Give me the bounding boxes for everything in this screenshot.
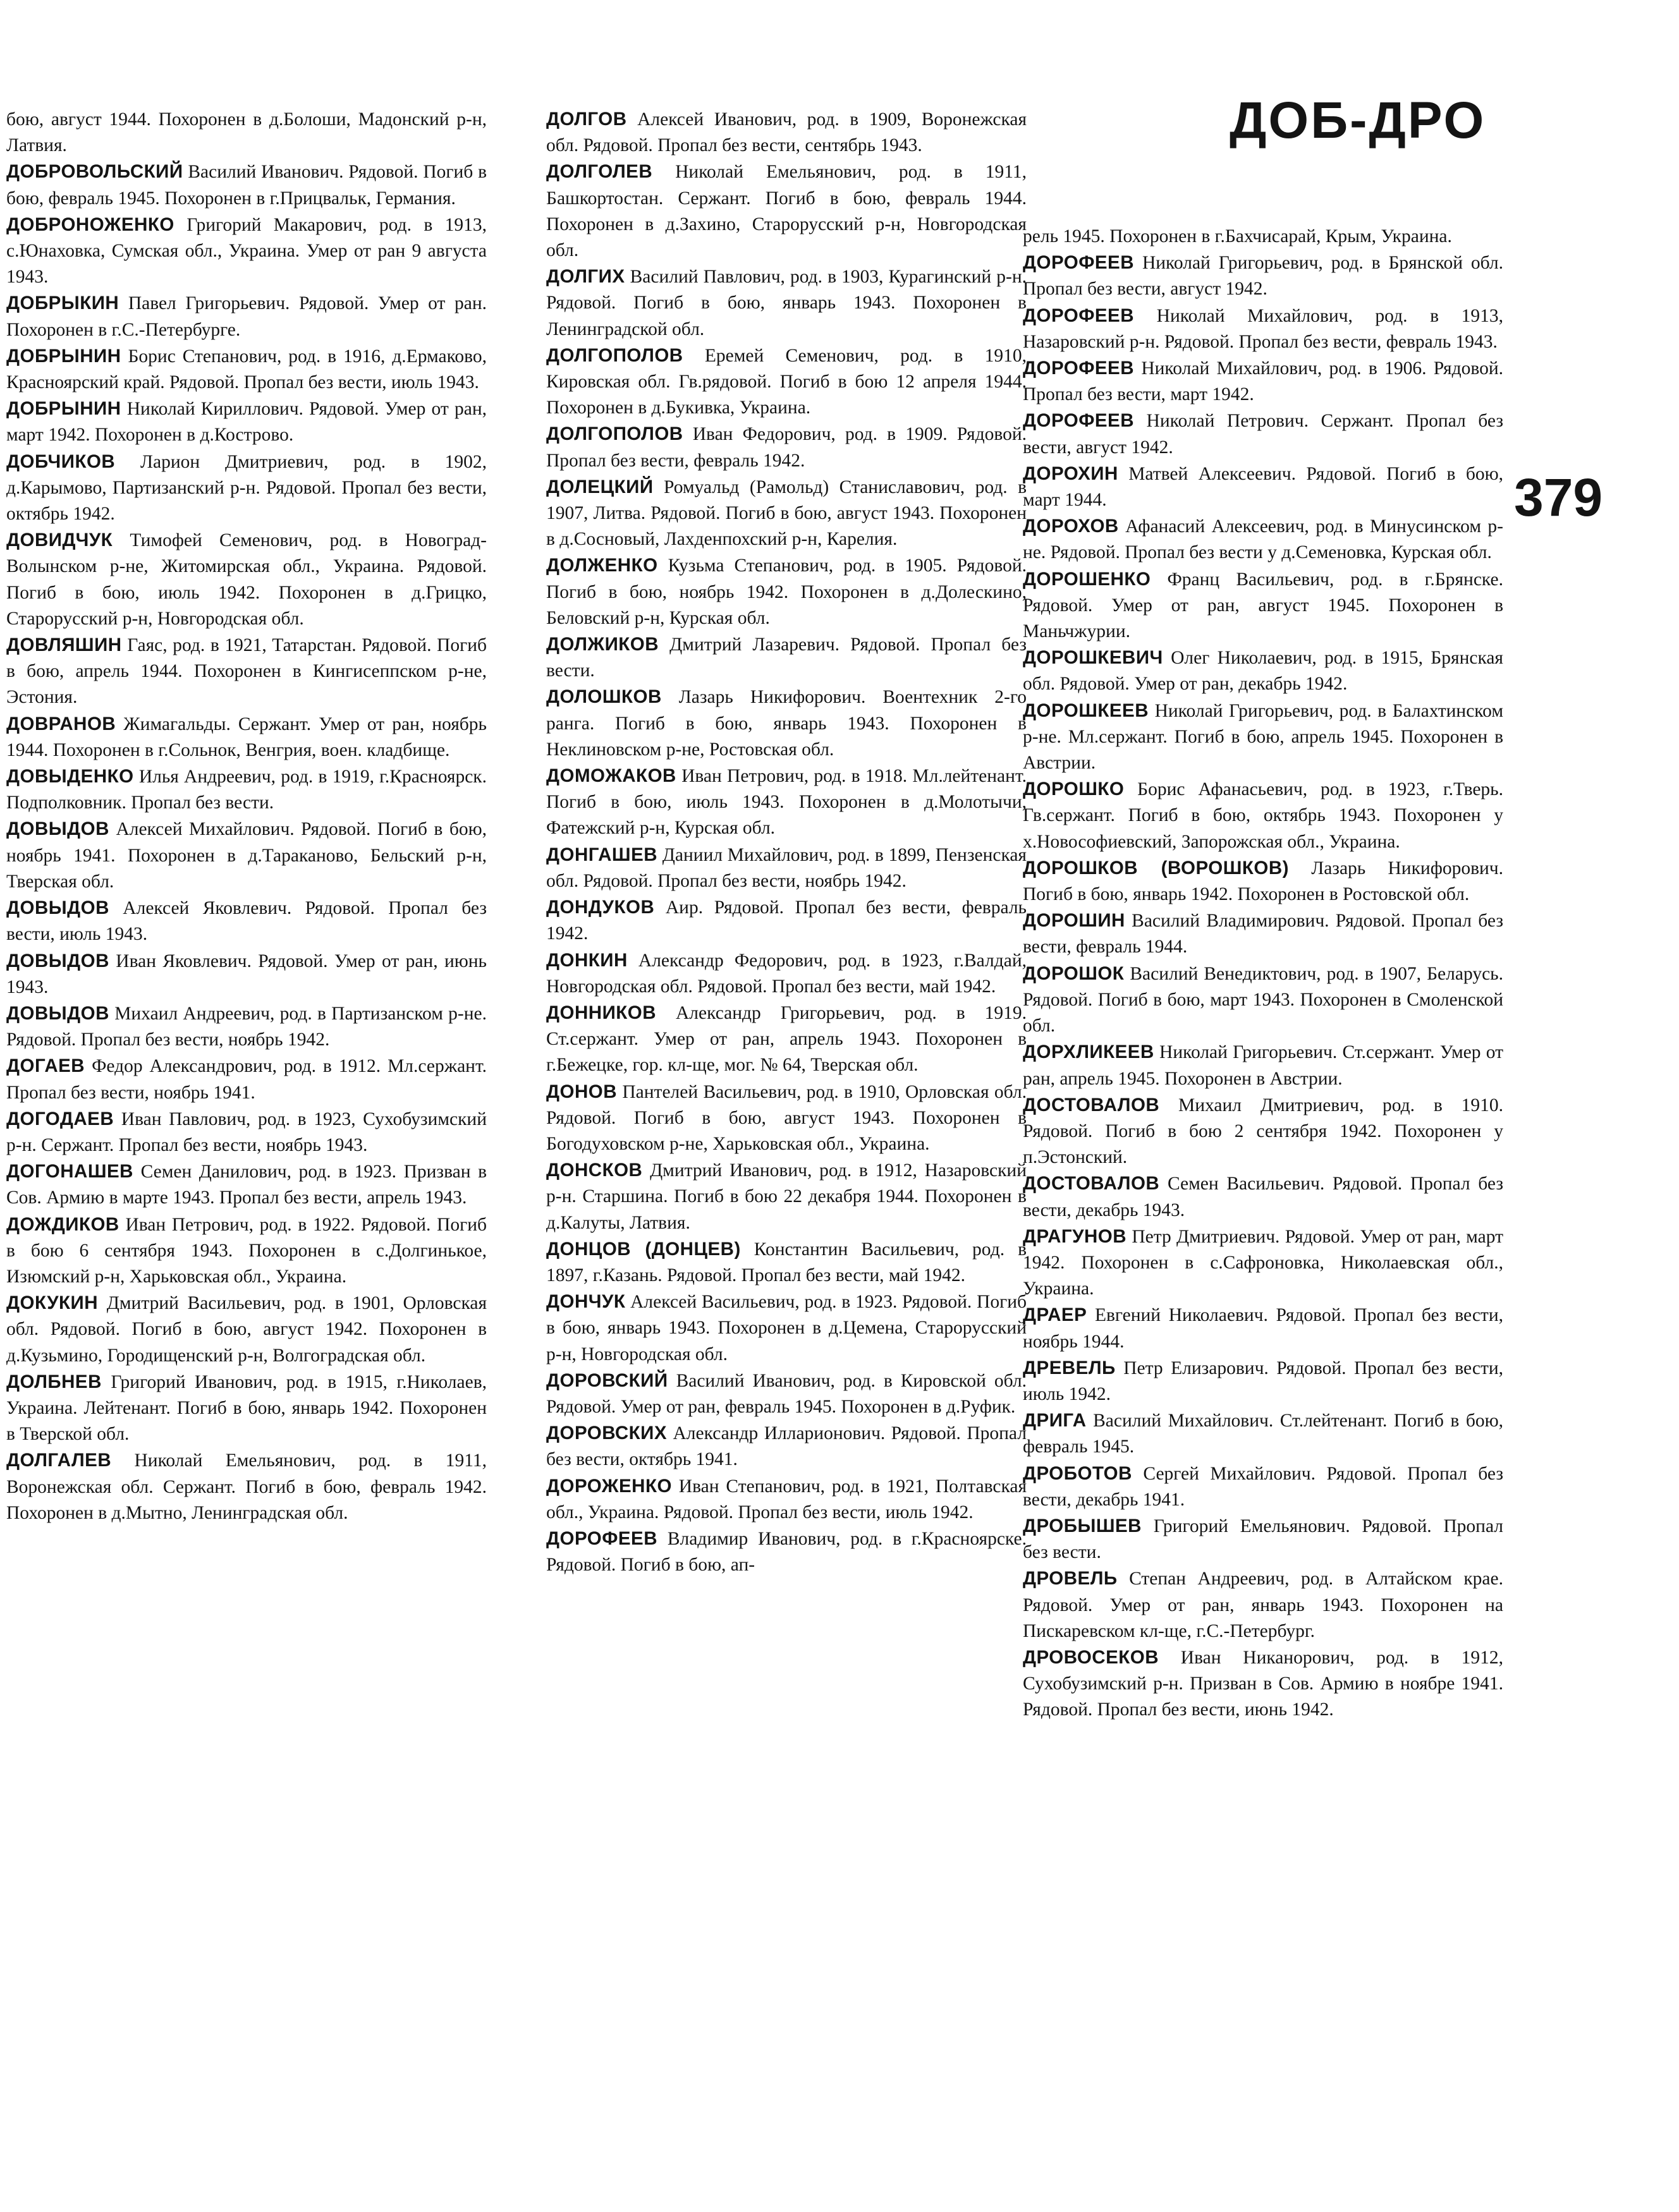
entry-surname: ДОНДУКОВ xyxy=(546,897,655,918)
entry-surname: ДОКУКИН xyxy=(6,1292,99,1314)
entry xyxy=(546,1157,1027,1236)
entry xyxy=(1023,855,1503,908)
entry xyxy=(1023,513,1503,566)
entry xyxy=(1023,645,1503,697)
entry-details: Франц Васильевич, род. в г.Брянске. Рядовой. Умер от ран, август 1945. Похоронен в Маньчжурии. xyxy=(1023,569,1504,642)
entry-details: Семен Васильевич. Рядовой. Пропал без вести, декабрь 1943. xyxy=(1023,1174,1504,1220)
entry-details: Николай Григорьевич, род. в Балахтинском р-не. Мл.сержант. Погиб в бою, апрель 1945. Похоронен в Австрии. xyxy=(1023,700,1503,774)
entry-details: Дмитрий Лазаревич. Рядовой. Пропал без вести. xyxy=(546,635,1027,681)
entry-details: Григорий Иванович, род. в 1915, г.Николаев, Украина. Лейтенант. Погиб в бою, январь 1942. Похоронен в Тверской обл. xyxy=(6,1371,487,1445)
entry-details: Иван Никанорович, род. в 1912, Сухобузимский р-н. Призван в Сов. Армию в ноябре 1941. Рядовой. Пропал без вести, июнь 1942. xyxy=(1023,1647,1503,1720)
entry-surname: ДОВИДЧУК xyxy=(6,530,113,551)
entry-surname: ДОСТОВАЛОВ xyxy=(1023,1094,1160,1115)
entry-details: Дмитрий Васильевич, род. в 1901, Орловская обл. Рядовой. Погиб в бою, август 1942. Похоронен в д.Кузьмино, Городищенский р-н, Волгоградская обл. xyxy=(6,1293,487,1366)
entry xyxy=(6,1212,487,1291)
entry-surname: ДОННИКОВ xyxy=(546,1002,657,1023)
entry-details: Николай Михайлович, род. в 1906. Рядовой. Пропал без вести, март 1942. xyxy=(1023,358,1504,405)
entry-details: Степан Андреевич, род. в Алтайском крае. Рядовой. Умер от ран, январь 1943. Похоронен на Пискаревском кл-ще, г.С.-Петербург. xyxy=(1023,1569,1503,1641)
entry-details: Евгений Николаевич. Рядовой. Пропал без вести, ноябрь 1944. xyxy=(1023,1305,1503,1352)
entry-details: Михаил Андреевич, род. в Партизанском р-не. Рядовой. Пропал без вести, ноябрь 1942. xyxy=(6,1003,487,1050)
entry-details: Тимофей Семенович, род. в Новоград-Волынском р-не, Житомирская обл., Украина. Рядовой. Погиб в бою, июль 1942. Похоронен в д.Грицко, Старорусский р-н, Новгородская обл. xyxy=(6,530,487,629)
entry xyxy=(546,1236,1027,1289)
entry xyxy=(546,842,1027,894)
entry-details: Николай Емельянович, род. в 1911, Воронежская обл. Сержант. Погиб в бою, февраль 1942. Похоронен в д.Мытно, Ленинградская обл. xyxy=(6,1450,487,1523)
entry xyxy=(1023,461,1503,513)
entry-surname: ДОНОВ xyxy=(546,1081,618,1102)
entry xyxy=(6,290,487,343)
entry xyxy=(6,1447,487,1526)
entry xyxy=(1023,566,1503,645)
entry-surname: ДОЛГАЛЕВ xyxy=(6,1450,112,1471)
entry-details: Николай Емельянович, род. в 1911, Башкортостан. Сержант. Погиб в бою, февраль 1944. Похоронен в д.Захино, Старорусский р-н, Новгородская обл. xyxy=(546,162,1027,261)
entry-surname: ДОРОФЕЕВ xyxy=(1023,358,1135,379)
entry xyxy=(546,106,1027,159)
entry-surname: ДОРОШКО xyxy=(1023,779,1125,800)
entry-surname: ДРИГА xyxy=(1023,1410,1087,1431)
entry-details: Николай Григорьевич, род. в Брянской обл. Пропал без вести, август 1942. xyxy=(1023,253,1503,300)
entry-surname: ДОРОХИН xyxy=(1023,463,1118,484)
entry-details: Василий Михайлович. Ст.лейтенант. Погиб в бою, февраль 1945. xyxy=(1023,1411,1504,1457)
entry-surname: ДОГОНАШЕВ xyxy=(6,1161,133,1182)
entry-surname: ДОРОШКЕВИЧ xyxy=(1023,647,1163,669)
entry-details: Лазарь Никифорович. Погиб в бою, январь 1942. Похоронен в Ростовской обл. xyxy=(1023,858,1503,905)
entry-details: Алексей Васильевич, род. в 1923. Рядовой. Погиб в бою, январь 1943. Похоронен в д.Цемена, Старорусский р-н, Новгородская обл. xyxy=(546,1292,1027,1364)
entry-details: Борис Степанович, род. в 1916, д.Ермаково, Красноярский край. Рядовой. Пропал без вести, июль 1943. xyxy=(6,346,487,393)
entry xyxy=(546,763,1027,842)
entry-details: Петр Дмитриевич. Рядовой. Умер от ран, март 1942. Похоронен в с.Сафроновка, Николаевская обл., Украина. xyxy=(1023,1226,1503,1299)
entry xyxy=(1023,1355,1503,1407)
page-number: 379 xyxy=(1514,468,1603,527)
entry-details: Аир. Рядовой. Пропал без вести, февраль 1942. xyxy=(546,897,1027,944)
entry-surname: ДОРОВСКИЙ xyxy=(546,1370,668,1391)
entry-surname: ДОРОШОК xyxy=(1023,963,1125,984)
entry-details: Василий Иванович, род. в Кировской обл. Рядовой. Умер от ран, февраль 1945. Похоронен в д.Руфик. xyxy=(546,1370,1027,1417)
entry xyxy=(1023,223,1503,250)
entry-details: бою, август 1944. Похоронен в д.Болоши, Мадонский р-н, Латвия. xyxy=(6,109,487,156)
entry-surname: ДОВЛЯШИН xyxy=(6,635,122,656)
entry-details: Афанасий Алексеевич, род. в Минусинском р-не. Рядовой. Пропал без вести у д.Семеновка, Курская обл. xyxy=(1023,516,1504,563)
entry xyxy=(546,947,1027,1000)
entry-surname: ДОРОФЕЕВ xyxy=(1023,410,1135,432)
entry xyxy=(546,421,1027,473)
entry xyxy=(546,1420,1027,1473)
entry xyxy=(546,684,1027,763)
entry xyxy=(1023,1224,1503,1303)
entry-details: Алексей Михайлович. Рядовой. Погиб в бою, ноябрь 1941. Похоронен в д.Тараканово, Бельский р-н, Тверская обл. xyxy=(6,819,487,892)
entry-details: Ромуальд (Рамольд) Станиславович, род. в 1907, Литва. Рядовой. Погиб в бою, август 1943. Похоронен в д.Сосновый, Лахденпохский р-н, Карелия. xyxy=(546,477,1027,550)
entry-surname: ДОРОФЕЕВ xyxy=(1023,305,1135,326)
entry-surname: ДОСТОВАЛОВ xyxy=(1023,1173,1160,1194)
entry-details: Лазарь Никифорович. Воентехник 2-го ранга. Погиб в бою, январь 1943. Похоронен в Неклиновском р-не, Ростовская обл. xyxy=(546,687,1027,760)
entry xyxy=(1023,1461,1503,1513)
entry-surname: ДОНГАШЕВ xyxy=(546,844,658,865)
entry-details: Иван Петрович, род. в 1918. Мл.лейтенант. Погиб в бою, июль 1943. Похоронен в д.Молотычи, Фатежский р-н, Курская обл. xyxy=(546,766,1027,839)
entry-surname: ДОЛГОПОЛОВ xyxy=(546,423,683,445)
entry xyxy=(6,948,487,1000)
entry xyxy=(1023,1092,1503,1171)
entry-surname: ДОБРЫНИН xyxy=(6,345,121,367)
entry xyxy=(6,527,487,632)
entry-surname: ДОРОХОВ xyxy=(1023,516,1119,537)
entry xyxy=(6,711,487,763)
entry xyxy=(6,763,487,816)
entry-details: Даниил Михайлович, род. в 1899, Пензенская обл. Рядовой. Пропал без вести, ноябрь 1942. xyxy=(546,844,1027,891)
entry-surname: ДОЛЕЦКИЙ xyxy=(546,476,654,497)
entry xyxy=(6,396,487,448)
entry-surname: ДОРОШИН xyxy=(1023,910,1125,932)
entry xyxy=(1023,1407,1503,1460)
entry-details: Павел Григорьевич. Рядовой. Умер от ран. Похоронен в г.С.-Петербурге. xyxy=(6,293,487,340)
entry-details: Константин Васильевич, род. в 1897, г.Казань. Рядовой. Пропал без вести, май 1942. xyxy=(546,1239,1027,1285)
entry-surname: ДРОВЕЛЬ xyxy=(1023,1568,1118,1589)
entry xyxy=(1023,408,1503,460)
entry xyxy=(6,895,487,947)
entry-details: Василий Венедиктович, род. в 1907, Беларусь. Рядовой. Погиб в бою, март 1943. Похоронен в Смоленской обл. xyxy=(1023,963,1503,1036)
entry xyxy=(6,106,487,159)
entry xyxy=(6,159,487,211)
entry xyxy=(6,816,487,895)
entry-surname: ДОВЫДОВ xyxy=(6,818,109,840)
entry-surname: ДОРОФЕЕВ xyxy=(546,1528,658,1549)
entry-surname: ДРАГУНОВ xyxy=(1023,1225,1127,1247)
entry-surname: ДОВЫДОВ xyxy=(6,1002,109,1024)
entry-surname: ДОЛГОПОЛОВ xyxy=(546,344,683,366)
text-column-2 xyxy=(546,106,1027,1578)
entry-details: Николай Михайлович, род. в 1913, Назаровский р-н. Рядовой. Пропал без вести, февраль 1943. xyxy=(1023,305,1504,352)
entry-details: Григорий Макарович, род. в 1913, с.Юнаховка, Сумская обл., Украина. Умер от ран 9 августа 1943. xyxy=(6,214,487,288)
entry-details: Иван Петрович, род. в 1922. Рядовой. Погиб в бою 6 сентября 1943. Похоронен в с.Долгинькое, Изюмский р-н, Харьковская обл., Украина. xyxy=(6,1214,487,1287)
entry-surname: ДОЛГОВ xyxy=(546,109,627,130)
entry-surname: ДОРОВСКИХ xyxy=(546,1423,668,1444)
entry-details: Александр Федорович, род. в 1923, г.Валдай, Новгородская обл. Рядовой. Пропал без вести, май 1942. xyxy=(546,950,1027,997)
entry xyxy=(546,474,1027,553)
entry-surname: ДОБРЫКИН xyxy=(6,293,119,314)
entry-surname: ДОРХЛИКЕЕВ xyxy=(1023,1042,1154,1063)
entry xyxy=(546,1079,1027,1158)
entry-details: Семен Данилович, род. в 1923. Призван в Сов. Армию в марте 1943. Пропал без вести, апрель 1943. xyxy=(6,1162,487,1208)
entry-details: Борис Афанасьевич, род. в 1923, г.Тверь. Гв.сержант. Погиб в бою, октябрь 1943. Похоронен у х.Новософиевский, Запорожская обл., Украина. xyxy=(1023,779,1504,852)
entry-details: Дмитрий Иванович, род. в 1912, Назаровский р-н. Старшина. Погиб в бою 22 декабря 1944. Похоронен в д.Калуты, Латвия. xyxy=(546,1160,1027,1233)
entry-details: Владимир Иванович, род. в г.Красноярске. Рядовой. Погиб в бою, ап- xyxy=(546,1528,1027,1576)
entry-surname: ДРОБЫШЕВ xyxy=(1023,1515,1142,1536)
entry-details: Матвей Алексеевич. Рядовой. Погиб в бою, март 1944. xyxy=(1023,463,1504,511)
entry-details: Василий Владимирович. Рядовой. Пропал без вести, февраль 1944. xyxy=(1023,911,1503,957)
entry xyxy=(546,1473,1027,1526)
entry-surname: ДОБРОНОЖЕНКО xyxy=(6,214,174,235)
entry-surname: ДРОБОТОВ xyxy=(1023,1462,1132,1484)
entry-details: Алексей Иванович, род. в 1909, Воронежская обл. Рядовой. Пропал без вести, сентябрь 1943. xyxy=(546,109,1027,156)
text-column-1 xyxy=(6,106,487,1526)
entry-details: Алексей Яковлевич. Рядовой. Пропал без вести, июль 1943. xyxy=(6,898,487,945)
entry-surname: ДОГАЕВ xyxy=(6,1055,85,1077)
entry xyxy=(6,343,487,396)
entry-details: Николай Петрович. Сержант. Пропал без вести, август 1942. xyxy=(1023,411,1503,458)
entry xyxy=(6,1106,487,1158)
entry-surname: ДОБРОВОЛЬСКИЙ xyxy=(6,161,183,183)
entry-surname: ДОВРАНОВ xyxy=(6,713,116,734)
entry-details: Александр Григорьевич, род. в 1919. Ст.сержант. Умер от ран, апрель 1943. Похоронен в г.Бежецке, гор. кл-ще, мог. № 64, Тверская обл. xyxy=(546,1002,1027,1076)
entry xyxy=(546,1526,1027,1578)
text-column-3 xyxy=(1023,223,1503,1723)
entry-surname: ДОРОФЕЕВ xyxy=(1023,252,1135,274)
entry-surname: ДОЛЖИКОВ xyxy=(546,634,659,655)
entry xyxy=(1023,698,1503,777)
entry-surname: ДОГОДАЕВ xyxy=(6,1108,114,1129)
entry-surname: ДОВЫДЕНКО xyxy=(6,766,134,787)
entry-surname: ДОЖДИКОВ xyxy=(6,1213,119,1235)
entry-details: Кузьма Степанович, род. в 1905. Рядовой. Погиб в бою, ноябрь 1942. Похоронен в д.Долескино, Беловский р-н, Курская обл. xyxy=(546,556,1027,628)
entry xyxy=(546,1000,1027,1079)
entry-surname: ДОВЫДОВ xyxy=(6,897,109,919)
entry-surname: ДОЛЖЕНКО xyxy=(546,555,658,576)
entry-details: Жимагальды. Сержант. Умер от ран, ноябрь 1944. Похоронен в г.Сольнок, Венгрия, воен. кладбище. xyxy=(6,714,487,760)
entry-details: Илья Андреевич, род. в 1919, г.Красноярск. Подполковник. Пропал без вести. xyxy=(6,767,487,813)
entry xyxy=(1023,250,1503,302)
entry-details: Иван Яковлевич. Рядовой. Умер от ран, июнь 1943. xyxy=(6,951,487,997)
entry-surname: ДРАЕР xyxy=(1023,1304,1087,1326)
entry-details: Иван Павлович, род. в 1923, Сухобузимский р-н. Сержант. Пропал без вести, ноябрь 1943. xyxy=(6,1109,487,1155)
entry-surname: ДРОВОСЕКОВ xyxy=(1023,1646,1159,1668)
entry-surname: ДОЛГОЛЕВ xyxy=(546,161,653,183)
entry xyxy=(6,1053,487,1105)
entry-surname: ДОНКИН xyxy=(546,949,628,971)
entry xyxy=(546,552,1027,631)
entry-details: Александр Илларионович. Рядовой. Пропал без вести, октябрь 1941. xyxy=(546,1423,1027,1470)
entry-details: Ларион Дмитриевич, род. в 1902, д.Карымово, Партизанский р-н. Рядовой. Пропал без вести, октябрь 1942. xyxy=(6,451,487,525)
entry xyxy=(6,1000,487,1053)
entry-surname: ДОЛБНЕВ xyxy=(6,1371,102,1392)
entry xyxy=(1023,1513,1503,1565)
entry-details: Сергей Михайлович. Рядовой. Пропал без вести, декабрь 1941. xyxy=(1023,1463,1504,1510)
entry-details: Василий Иванович. Рядовой. Погиб в бою, февраль 1945. Похоронен в г.Прицвальк, Германия. xyxy=(6,162,487,209)
entry-details: Иван Степанович, род. в 1921, Полтавская обл., Украина. Рядовой. Пропал без вести, июль 1942. xyxy=(546,1476,1027,1522)
entry-details: Михаил Дмитриевич, род. в 1910. Рядовой. Погиб в бою 2 сентября 1942. Похоронен у п.Эстонский. xyxy=(1023,1095,1503,1168)
entry-surname: ДОМОЖАКОВ xyxy=(546,765,676,787)
entry-surname: ДРЕВЕЛЬ xyxy=(1023,1357,1116,1378)
entry-details: Еремей Семенович, род. в 1910, Кировская обл. Гв.рядовой. Погиб в бою 12 апреля 1944. Похоронен в д.Букивка, Украина. xyxy=(546,345,1027,418)
entry-details: Иван Федорович, род. в 1909. Рядовой. Пропал без вести, февраль 1942. xyxy=(546,424,1027,471)
entry-surname: ДОБРЫНИН xyxy=(6,398,121,420)
entry-surname: ДОРОЖЕНКО xyxy=(546,1475,672,1497)
entry xyxy=(546,1368,1027,1420)
entry-details: Гаяс, род. в 1921, Татарстан. Рядовой. Погиб в бою, апрель 1944. Похоронен в Кингисеппском р-не, Эстония. xyxy=(6,635,487,708)
entry-details: Олег Николаевич, род. в 1915, Брянская обл. Рядовой. Умер от ран, декабрь 1942. xyxy=(1023,648,1503,695)
entry xyxy=(1023,303,1503,355)
entry-surname: ДОЛОШКОВ xyxy=(546,686,662,708)
entry-surname: ДОРОШКЕЕВ xyxy=(1023,700,1149,721)
entry xyxy=(546,894,1027,947)
entry xyxy=(546,343,1027,422)
entry-details: Василий Павлович, род. в 1903, Курагинский р-н. Рядовой. Погиб в бою, январь 1943. Похоронен в Ленинградской обл. xyxy=(546,267,1027,339)
entry xyxy=(6,449,487,528)
entry xyxy=(6,632,487,711)
entry-details: Петр Елизарович. Рядовой. Пропал без вести, июль 1942. xyxy=(1023,1358,1504,1404)
entry-details: Николай Григорьевич. Ст.сержант. Умер от ран, апрель 1945. Похоронен в Австрии. xyxy=(1023,1042,1504,1089)
entry xyxy=(546,1289,1027,1368)
entry xyxy=(1023,961,1503,1040)
entry-surname: ДОЛГИХ xyxy=(546,266,625,288)
entry-details: рель 1945. Похоронен в г.Бахчисарай, Крым, Украина. xyxy=(1023,226,1452,246)
entry-surname: ДОБЧИКОВ xyxy=(6,451,116,472)
entry xyxy=(1023,776,1503,855)
entry xyxy=(6,1290,487,1369)
entry xyxy=(6,1158,487,1211)
entry-surname: ДОВЫДОВ xyxy=(6,950,109,971)
entry xyxy=(1023,355,1503,408)
entry-details: Пантелей Васильевич, род. в 1910, Орловская обл. Рядовой. Погиб в бою, август 1943. Похоронен в Богодуховском р-не, Харьковская обл., Украина. xyxy=(546,1081,1027,1154)
entry-details: Григорий Емельянович. Рядовой. Пропал без вести. xyxy=(1023,1516,1504,1563)
entry xyxy=(546,159,1027,264)
entry-details: Николай Кириллович. Рядовой. Умер от ран, март 1942. Похоронен в д.Кострово. xyxy=(6,399,487,446)
entry-details: Федор Александрович, род. в 1912. Мл.сержант. Пропал без вести, ноябрь 1941. xyxy=(6,1056,487,1103)
entry xyxy=(1023,1565,1503,1644)
entry-surname: ДОНЦОВ (ДОНЦЕВ) xyxy=(546,1238,741,1260)
entry xyxy=(546,264,1027,343)
entry xyxy=(1023,1644,1503,1723)
entry xyxy=(6,212,487,291)
entry xyxy=(1023,1039,1503,1091)
entry xyxy=(1023,1170,1503,1223)
entry xyxy=(6,1369,487,1448)
entry-surname: ДОРОШКОВ (ВОРОШКОВ) xyxy=(1023,857,1289,878)
entry xyxy=(546,631,1027,684)
entry xyxy=(1023,1302,1503,1354)
entry-surname: ДОНЧУК xyxy=(546,1291,626,1313)
entry-surname: ДОНСКОВ xyxy=(546,1160,643,1181)
entry-surname: ДОРОШЕНКО xyxy=(1023,568,1151,590)
entry xyxy=(1023,908,1503,960)
page-title: ДОБ-ДРО xyxy=(1230,92,1486,149)
